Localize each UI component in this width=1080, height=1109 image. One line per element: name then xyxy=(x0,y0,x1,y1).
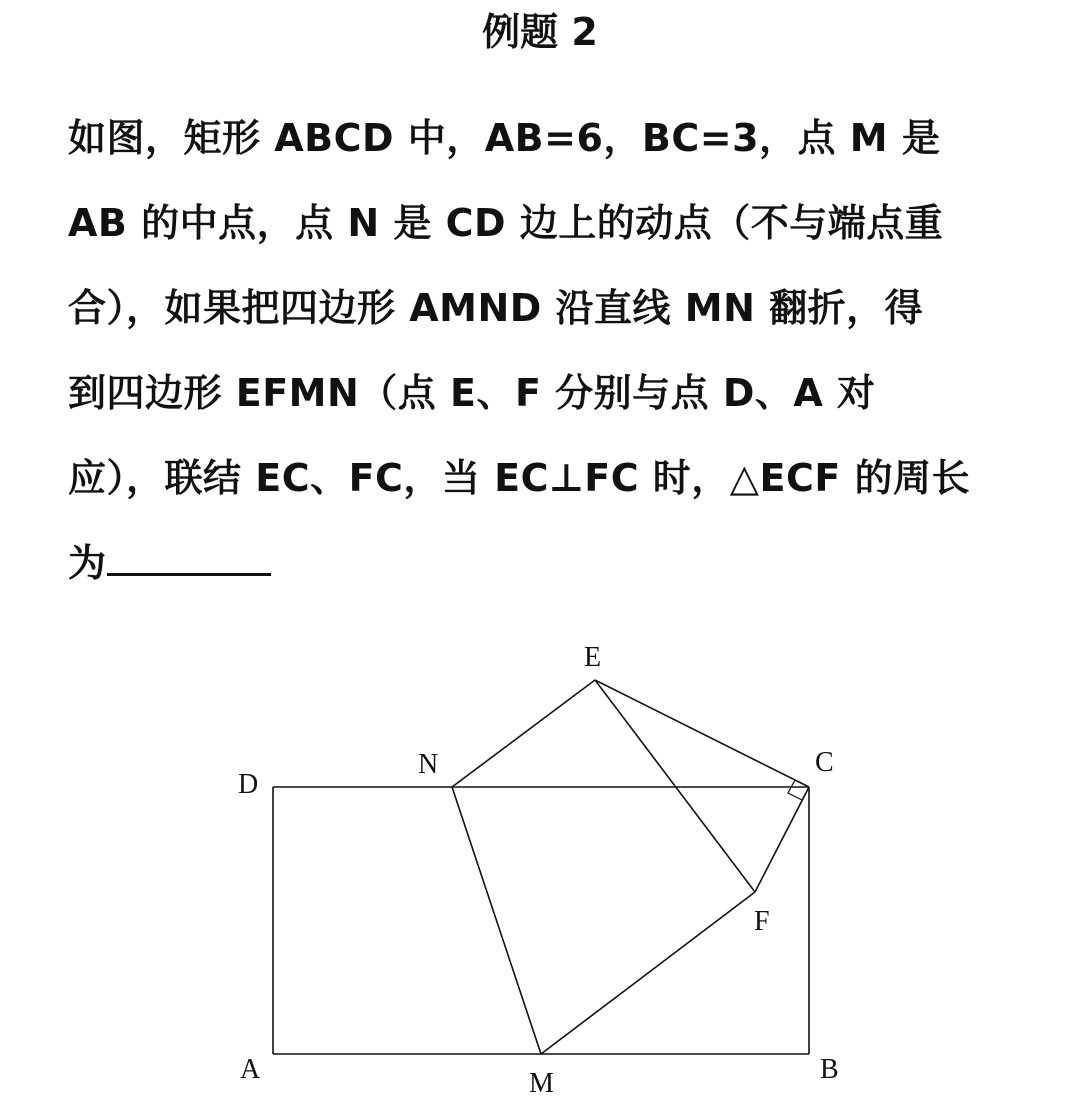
segment-NE xyxy=(452,680,595,787)
label-M: M xyxy=(529,1068,554,1099)
problem-statement xyxy=(68,96,1018,606)
label-N: N xyxy=(418,749,439,780)
problem-line-6-text: 为 xyxy=(68,541,107,585)
problem-line-4: 到四边形 EFMN（点 E、F 分别与点 D、A 对 xyxy=(68,371,876,415)
problem-line-2: AB 的中点，点 N 是 CD 边上的动点（不与端点重 xyxy=(68,201,944,245)
problem-line-1: 如图，矩形 ABCD 中，AB=6，BC=3，点 M 是 xyxy=(68,116,941,160)
segment-FC xyxy=(755,787,809,892)
geometry-figure xyxy=(0,620,1080,1109)
problem-line-5: 应），联结 EC、FC，当 EC⊥FC 时，△ECF 的周长 xyxy=(68,456,971,500)
segment-FM xyxy=(541,892,755,1054)
label-E: E xyxy=(584,642,602,673)
problem-title: 例题 2 xyxy=(482,10,598,54)
label-A: A xyxy=(240,1054,261,1085)
segment-EF xyxy=(595,680,755,892)
problem-line-3: 合），如果把四边形 AMND 沿直线 MN 翻折，得 xyxy=(68,286,924,330)
segment-EC xyxy=(595,680,809,787)
segment-NM xyxy=(452,787,541,1054)
label-B: B xyxy=(820,1054,839,1085)
label-C: C xyxy=(815,747,834,778)
label-D: D xyxy=(238,769,259,800)
label-F: F xyxy=(754,906,770,937)
problem-line-6 xyxy=(68,521,1018,606)
answer-blank xyxy=(107,541,271,576)
